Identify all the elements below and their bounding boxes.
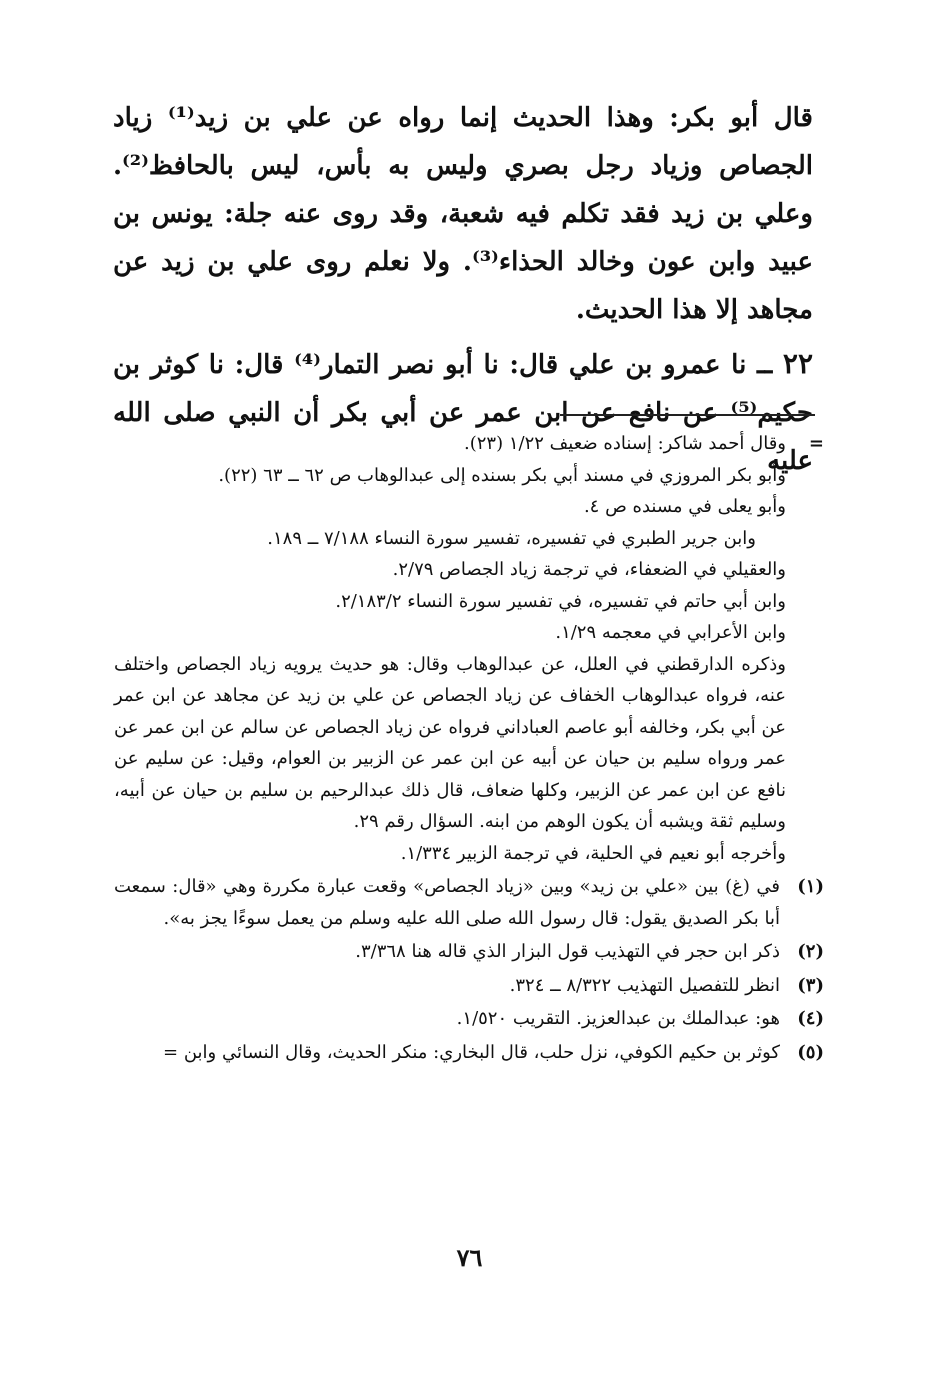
note-line: وابن الأعرابي في معجمه ١/٢٩. xyxy=(555,622,786,643)
footnote-2 xyxy=(114,936,824,968)
hadith-text: ــ نا عمرو بن علي قال: نا أبو نصر التمار⁽⁴⁾ قال: نا كوثر بن حكيم⁽⁵⁾ عن نافع عن ابن عمر عن أبي بكر أن النبي صلى الله عليه xyxy=(113,350,813,476)
main-paragraph-1: قال أبو بكر: وهذا الحديث إنما رواه عن علي بن زيد⁽¹⁾ زياد الجصاص وزياد رجل بصري وليس به بأس، ليس بالحافظ⁽²⁾. وعلي بن زيد فقد تكلم فيه شعبة، وقد روى عنه جلة: يونس بن عبيد وابن عون وخالد الحذاء⁽³⁾. ولا نعلم روى علي بن زيد عن مجاهد إلا هذا الحديث. xyxy=(113,103,813,325)
footnote-1 xyxy=(114,871,824,934)
footnote-marker: (٣) xyxy=(797,974,824,996)
note-line: وأبو بكر المروزي في مسند أبي بكر بسنده إلى عبدالوهاب ص ٦٢ ــ ٦٣ (٢٢). xyxy=(218,464,786,486)
hadith-number: ٢٢ xyxy=(782,347,813,380)
continued-note xyxy=(114,428,824,460)
footnote-marker: (٤) xyxy=(797,1008,824,1029)
note-line: وقال أحمد شاكر: إسناده ضعيف ١/٢٢ (٢٣). xyxy=(464,433,786,454)
continuation-marker: = xyxy=(808,433,824,454)
footnote-separator xyxy=(560,414,815,416)
footnote-4 xyxy=(114,1003,824,1035)
note-daraqutni: وذكره الدارقطني في العلل، عن عبدالوهاب وقال: هو حديث يرويه زياد الجصاص واختلف عنه، فرواه عبدالوهاب الخفاف عن زياد الجصاص عن علي بن زيد عن مجاهد عن ابن عمر عن أبي بكر، وخالفه أبو عاصم العباداني فرواه عن زياد الجصاص عن سالم عن ابن عمر عن عمر ورواه سليم بن حيان عن أبيه عن ابن عمر عن الزبير بن العوام، وقيل: عن سليم عن نافع عن ابن عمر عن الزبير، وكلها ضعاف، قال ذلك عبدالرحيم بن سليم بن حيان عن أبيه، وسليم ثقة ويشبه أن يكون الوهم من ابنه. السؤال رقم ٢٩. xyxy=(114,653,786,832)
note-abu-nuaym: وأخرجه أبو نعيم في الحلية، في ترجمة الزبير ١/٣٣٤. xyxy=(400,842,786,864)
footnote-text: هو: عبدالملك بن عبدالعزيز. التقريب ١/٥٢٠. xyxy=(456,1008,780,1029)
footnote-text: انظر للتفصيل التهذيب ٨/٣٢٢ ــ ٣٢٤. xyxy=(509,974,780,996)
footnote-text: في (غ) بين «علي بن زيد» وبين «زياد الجصاص» وقعت عبارة مكررة وهي «قال: سمعت أبا بكر الصديق يقول: قال رسول الله صلى الله عليه وسلم من يعمل سوءًا يجز به». xyxy=(114,876,780,929)
note-line: وأبو يعلى في مسنده ص ٤. xyxy=(583,496,786,517)
footnote-5 xyxy=(114,1037,824,1069)
footnote-text: ذكر ابن حجر في التهذيب قول البزار الذي قاله هنا ٣/٣٦٨. xyxy=(355,941,780,962)
note-line: وابن جرير الطبري في تفسيره، تفسير سورة النساء ٧/١٨٨ ــ ١٨٩. xyxy=(267,527,756,549)
footnotes-area xyxy=(114,428,824,1068)
footnote-marker: (٥) xyxy=(797,1041,824,1063)
footnote-text: كوثر بن حكيم الكوفي، نزل حلب، قال البخاري: منكر الحديث، وقال النسائي وابن = xyxy=(163,1041,780,1063)
note-line: والعقيلي في الضعفاء، في ترجمة زياد الجصاص ٢/٧٩. xyxy=(392,559,786,580)
footnote-marker: (٢) xyxy=(797,941,824,962)
continued-note-body xyxy=(114,428,786,460)
note-line: وابن أبي حاتم في تفسيره، في تفسير سورة النساء ٢/١٨٣/٢. xyxy=(335,590,786,612)
footnote-marker: (١) xyxy=(797,876,824,897)
footnote-3 xyxy=(114,970,824,1002)
page-number: ٧٦ xyxy=(456,1243,483,1272)
